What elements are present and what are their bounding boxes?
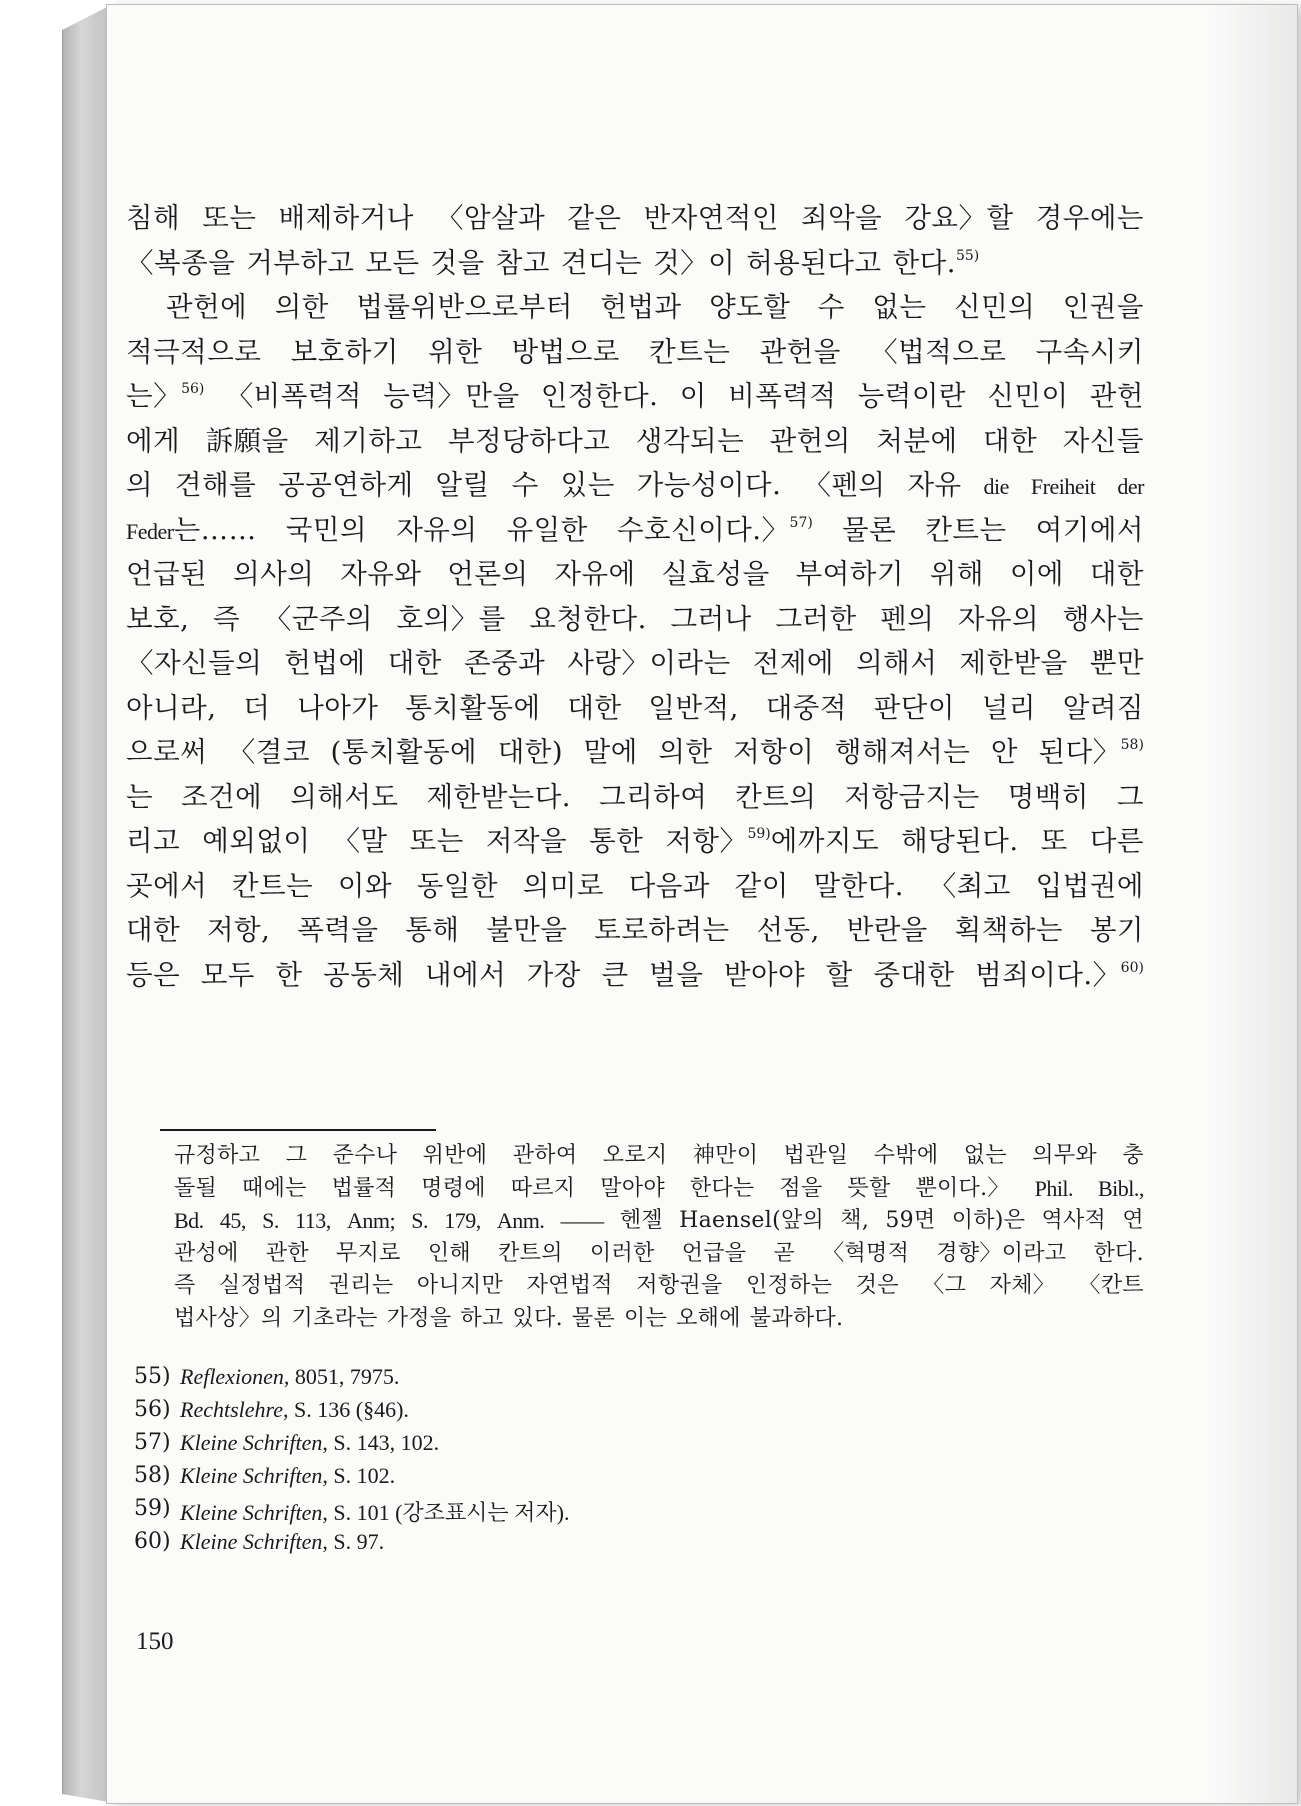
word: 경우에는 [1035,202,1144,234]
word: 〈암살과 [435,202,546,234]
word: 경향〉이라고 [936,1240,1067,1266]
word: 부정당하다고 [447,424,611,457]
word: 말에 [583,736,638,768]
word: 실정법적 [219,1273,306,1298]
word: 곧 [773,1240,796,1266]
word: 사랑〉이라는 [567,647,731,679]
word: 또 [1040,825,1068,857]
footnote-line [174,1303,1144,1336]
text-line [126,508,1144,553]
word: 법관일 [783,1143,849,1168]
word: 의해서도 [290,780,399,813]
word: 의해서 [856,647,938,679]
word: 의무와 [1032,1143,1097,1168]
word: 〈복종을 [126,246,236,279]
word: 국민의 [285,513,368,546]
word: 비폭력적 [728,380,837,412]
word: 한다. [1093,1240,1144,1266]
word: Feder는…… [126,513,257,546]
word: 그러한 [775,602,857,635]
word: 일반적, [648,691,739,724]
word: 보호, [126,602,190,635]
word: 통한 [589,825,644,857]
word: 〈법적으로 [870,335,1007,368]
word: 관한 [265,1240,309,1266]
page-number: 150 [136,1628,174,1655]
word: 자연법적 [526,1273,613,1298]
word: 돌될 [174,1175,218,1201]
word: 의한 [658,736,713,768]
word: 공공연하게 [278,469,414,501]
word: 나아가 [297,691,379,724]
word: 같은 [567,202,622,234]
word: 에게 [126,424,181,457]
footnote-line [174,1238,1144,1271]
word: 즉 [174,1273,196,1298]
word: 할 [825,958,853,991]
word: 자체〉 [989,1273,1056,1298]
word: 인정하는 [746,1273,833,1298]
word: 언론의 [447,558,529,590]
word: 위한 [428,335,483,368]
word: 모두 [200,958,255,991]
word: 폭력을 [297,914,379,946]
word: 말한다. [813,869,904,902]
word: 허용된다고 [746,246,882,279]
word: 물론 [842,513,897,546]
word: 능력이란 [857,380,966,412]
word: 적극적으로 [126,335,262,368]
word: 모든 [365,246,420,279]
word: 뿐이다.〉 [915,1175,1010,1201]
word: Freiheit [1030,474,1096,499]
text-line [126,864,1144,909]
word: 때에는 [242,1175,307,1201]
book-spine-edge [62,6,109,1802]
word: 호의〉를 [396,602,506,635]
word: 불만을 [486,914,568,946]
word: 수 [817,291,845,323]
word: 저항〉$^{59)}$에까지도 [665,825,880,857]
word: 인권을 [1062,291,1144,323]
word: 관하여 [512,1143,578,1168]
word: Anm. [496,1208,545,1233]
word: 없는 [872,291,927,323]
word: 대한 [126,914,181,946]
word: —— [560,1208,604,1233]
word: 이러한 [589,1240,655,1266]
word: 있는 [560,469,615,501]
word: 관헌에 [166,291,248,323]
word: 없는 [963,1143,1007,1168]
footnote-reference: Kleine Schriften, S. 102. [180,1463,396,1488]
word: 113, [295,1208,331,1233]
word: die [983,474,1009,499]
text-line [126,819,1144,864]
text-line [126,285,1144,330]
word: 받아야 [723,958,806,991]
footnote-number: 56) [134,1397,171,1422]
text-line [126,330,1144,375]
word: 의 [126,469,154,501]
word: 자유의 [396,513,478,546]
word: 획책하는 [954,914,1063,946]
word: 위반에 [422,1143,488,1168]
footnote-number: 60) [134,1529,171,1554]
word: 해당된다. [901,825,1019,857]
text-line [126,552,1144,597]
word: 무지로 [336,1240,401,1266]
word: 칸트의 [735,780,817,813]
word: 저항금지는 [844,780,980,813]
word: 신민이 [987,380,1069,412]
word: 언급을 [681,1240,747,1266]
word: S. [411,1208,429,1233]
word: 이는 [624,1305,668,1331]
word: 헌법과 [600,291,682,323]
footnote-line [174,1173,1144,1206]
word: 수 [511,469,539,501]
word: 같이 [734,869,789,902]
word: 행해져서는 [834,736,971,768]
word: 요청한다. [529,602,647,635]
footnote-reference: Kleine Schriften, S. 143, 102. [180,1430,440,1455]
word: 신민의 [954,291,1036,323]
word: 대한) [497,736,564,768]
word: (통치활동에 [330,736,478,768]
footnote-item [134,1496,570,1529]
word: 중대한 [873,958,955,991]
word: 반자연적인 [643,202,779,234]
word: 오로지 [602,1143,668,1168]
word: 충 [1122,1143,1144,1168]
word: Phil. [1034,1175,1074,1201]
word: 는 [126,780,154,813]
word: 배제하거나 [278,202,414,234]
word: 訴願을 [205,424,289,457]
word: 가정을 [386,1305,452,1331]
word: 말아야 [600,1175,665,1201]
word: 한다는 [689,1175,755,1201]
word: 리고 [126,825,181,857]
word: 법률적 [331,1175,397,1201]
word: 대한 [983,424,1038,457]
text-line [126,196,1144,241]
word: 인해 [427,1240,471,1266]
word: 공동체 [323,958,405,991]
word: 견디는 [560,246,643,279]
footnote-line [174,1205,1144,1238]
footnote-number: 58) [134,1463,171,1488]
word: 선동, [756,914,820,946]
word: 입법권에 [1035,869,1144,902]
text-line [126,686,1144,731]
word: 전제에 [752,647,834,679]
word: 〈자신들의 [126,647,263,679]
word: 수밖에 [873,1143,939,1168]
word: 불과하다. [749,1305,844,1331]
word: 대한 [1089,558,1144,590]
word: 예외없이 [202,825,311,857]
footnote-reference: Rechtslehre, S. 136 (§46). [180,1397,409,1422]
word: 것을 [430,246,485,279]
word: 〈비폭력적 [225,380,362,412]
word: 45, [219,1208,246,1233]
word: Bd. [174,1208,204,1233]
word: 된다〉$^{58)}$ [1038,736,1144,768]
footnote-number: 55) [134,1364,171,1389]
word: 가능성이다. [636,469,782,501]
word: 언급된 [126,558,208,590]
word: 그러나 [670,602,752,635]
footnote-item [134,1430,570,1463]
word: 생각되는 [635,424,745,457]
text-line [126,241,1144,286]
word: 법률위반으로부터 [356,291,573,323]
footnote-item [134,1364,570,1397]
word: 부여하기 [795,558,904,590]
word: 대한 [387,647,442,679]
word: 더 [243,691,271,724]
word: 〈말 [332,825,388,857]
word: 죄악을 [801,202,883,234]
word: 〈군주의 [263,602,373,635]
word: 준수나 [332,1143,398,1168]
word: 의사의 [233,558,315,590]
word: 존중과 [463,647,546,679]
text-line [126,641,1144,686]
text-line [126,953,1144,998]
word: 토로하려는 [594,914,730,946]
word: 제한받을 [959,647,1068,679]
word: 칸트는 [925,513,1007,546]
word: 자유와 [340,558,422,590]
word: 방법으로 [511,335,620,368]
page-shadow [1207,5,1297,1803]
word: 관헌을 [759,335,841,368]
word: 인정한다. [540,380,659,412]
word: 〈그 [922,1273,967,1298]
word: 참고 [495,246,550,279]
text-line [126,775,1144,820]
word: 헌법에 [284,647,366,679]
word: 법사상〉의 [174,1305,283,1331]
word: 한다.$^{55)}$ [892,246,980,279]
word: 한 [275,958,303,991]
word: 펜의 [880,602,935,635]
word: 통해 [405,914,460,946]
word: 행사는 [1062,602,1144,635]
word: 명백히 [1007,780,1089,813]
word: Bibl., [1097,1175,1144,1201]
word: 칸트의 [498,1240,563,1266]
word: 널리 [981,691,1036,724]
word: 제기하고 [314,424,423,457]
word: 59면 [885,1208,936,1233]
word: 다음과 [628,869,710,902]
word: 강요〉할 [904,202,1014,234]
word: 관헌의 [769,424,851,457]
word: 그 [285,1143,308,1168]
word: 명령에 [421,1175,486,1201]
word: 판단이 [873,691,955,724]
word: 〈혁명적 [822,1240,910,1266]
word: Haensel(앞의 [679,1208,825,1233]
footnote-reference: Kleine Schriften, S. 97. [180,1529,385,1554]
word: 다른 [1089,825,1144,857]
word: 아니지만 [416,1273,504,1298]
word: 헨젤 [619,1208,663,1233]
word: 양도할 [709,291,791,323]
word: 동일한 [416,869,498,902]
word: 것〉이 [653,246,736,279]
word: 반란을 [846,914,928,946]
word: 이하)은 [951,1208,1026,1233]
word: 저항, [206,914,271,946]
word: 봉기 [1089,914,1144,946]
word: 대한 [567,691,622,724]
word: 여기에서 [1035,513,1144,546]
text-line [126,730,1144,775]
word: 구속시키 [1035,335,1144,368]
word: 큰 [601,958,629,991]
word: 연 [1122,1208,1144,1233]
footnote-item [134,1463,570,1496]
footnote-rule [160,1129,436,1131]
word: 神만이 [692,1143,759,1168]
word: 자유에 [554,558,636,590]
word: 침해 [126,202,181,234]
footnote-reference: Reflexionen, 8051, 7975. [180,1364,400,1389]
word: 위해 [929,558,984,590]
word: 기초라는 [291,1305,378,1331]
word: 따르지 [510,1175,576,1201]
word: 처분에 [876,424,958,457]
word: 알려짐 [1062,691,1144,724]
word: 저항이 [733,736,815,768]
text-line [126,463,1144,508]
word: 것은 [855,1273,899,1298]
footnote-item [134,1529,570,1562]
word: 권리는 [328,1273,394,1298]
word: 179, [444,1208,481,1233]
word: 보호하기 [290,335,399,368]
main-text [126,196,1144,997]
word: 뿐만 [1089,647,1144,679]
word: 그 [1116,780,1144,813]
word: 내에서 [424,958,507,991]
word: 관성에 [174,1240,239,1266]
word: 점을 [779,1175,823,1201]
word: 저작을 [485,825,568,857]
word: 범죄이다.〉$^{60)}$ [975,958,1144,991]
word: 이와 [337,869,393,902]
word: 벌을 [649,958,704,991]
word: 능력〉만을 [383,380,520,412]
word: 의미로 [522,869,604,902]
word: 유일한 [506,513,588,546]
word: 규정하고 [174,1143,261,1168]
word: 곳에서 [126,869,208,902]
footnote-continuation [174,1140,1144,1335]
word: 이 [679,380,707,412]
word: 책, [840,1208,870,1233]
word: 자신들 [1062,424,1144,457]
word: 즉 [213,602,241,635]
text-line [126,908,1144,953]
footnote-list [134,1364,570,1562]
word: S. [262,1208,279,1233]
word: 가장 [526,958,581,991]
footnote-number: 57) [134,1430,171,1455]
word: 으로써 [126,736,208,768]
word: 칸트는 [231,869,314,902]
word: 칸트는 [649,335,731,368]
word: Anm; [346,1208,396,1233]
word: 〈결코 [227,736,310,768]
word: 자유의 [957,602,1040,635]
word: 의한 [274,291,329,323]
word: 그리하여 [599,780,708,813]
word: 알릴 [435,469,490,501]
footnote-reference: Kleine Schriften, S. 101 (강조표시는 저자). [180,1500,570,1525]
word: 뜻할 [847,1175,891,1201]
word: 또는 [202,202,257,234]
word: 물론 [571,1305,616,1331]
word: 있다. [512,1305,563,1331]
word: 〈최고 [928,869,1011,902]
text-line [126,419,1144,464]
word: 자유 [907,469,962,501]
word: 이에 [1009,558,1064,590]
text-line [126,597,1144,642]
footnote-number: 59) [134,1496,171,1521]
word: 는〉$^{56)}$ [126,380,205,412]
word: 〈펜의 [803,469,886,501]
word: 통치활동에 [405,691,541,724]
word: der [1117,474,1144,499]
footnote-line [174,1140,1144,1173]
word: 〈칸트 [1078,1273,1144,1298]
word: 아니라, [126,691,217,724]
word: 거부하고 [246,246,355,279]
word: 제한받는다. [426,780,572,813]
word: 역사적 [1041,1208,1107,1233]
word: 수호신이다.〉$^{57)}$ [616,513,813,546]
word: 등은 [126,958,181,991]
word: 견해를 [175,469,257,501]
word: 조건에 [181,780,263,813]
word: 실효성을 [661,558,770,590]
footnote-item [134,1397,570,1430]
word: 하고 [460,1305,504,1331]
text-line [126,374,1144,419]
word: 대중적 [765,691,847,724]
word: 오해에 [676,1305,741,1331]
footnote-line [174,1270,1144,1303]
word: 저항권을 [636,1273,723,1298]
word: 또는 [409,825,464,857]
word: 안 [990,736,1018,768]
word: 관헌 [1089,380,1144,412]
